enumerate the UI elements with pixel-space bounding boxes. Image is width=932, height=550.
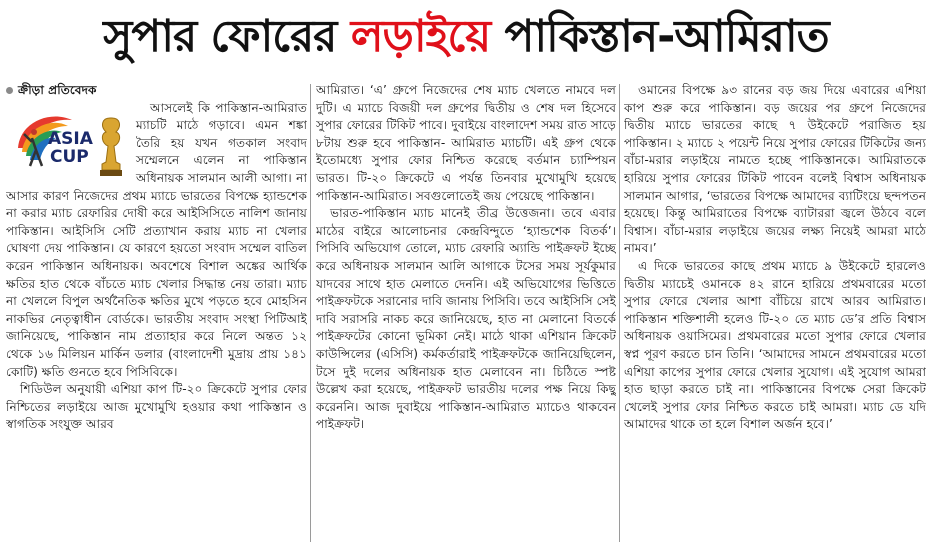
column-divider-2 (619, 84, 620, 542)
logo-text-cup: CUP (50, 146, 89, 167)
paragraph: আসলেই কি পাকিস্তান-আমিরাত ম্যাচটি মাঠে গড়াবে। এমন শঙ্কা তৈরি হয় যখন গতকাল সংবাদ সম্মেলনে এলেন না পাকিস্তান অধিনায়ক সালমান আলী আগা। না আসার কারণ নিজেদের প্রথম ম্যাচে ভারতের বিপক্ষে হ্যান্ডশেক না করার ম্যাচ রেফারির দোষী করে আইসিসিতে নালিশ জানায় পাকিস্তান। আইসিসি সেটি প্রত্যাখান করায় ম্যাচ না খেলার ঘোষণা দেয় পাকিস্তান। যে কারণে হয়তো সংবাদ সম্মেল বাতিল করেন পাকিস্তান অধিনায়ক। অবশেষে বিশাল অঙ্কের আর্থিক ক্ষতির হাত থেকে বাঁচতে ম্যাচ খেলার সিদ্ধান্ত নেয় তারা। ম্যাচ না খেললে বিপুল অর্থনৈতিক ক্ষতির মুখে পড়তে হবে মোহসিন নাকভির নেতৃত্বাধীন বোর্ডকে। ভারতীয় সংবাদ সংস্থা পিটিআই জানিয়েছে, পাকিস্তান নাম প্রত্যাহার করে নিলে অন্তত ১২ থেকে ১৬ মিলিয়ন মার্কিন ডলার (বাংলাদেশী মুদ্রায় প্রায় ১৪১ কোটি) ক্ষতি গুনতে হবে পিসিবিকে। (6, 100, 307, 379)
article-column-1 (6, 82, 307, 544)
asia-cup-logo (10, 104, 130, 184)
byline-text: ক্রীড়া প্রতিবেদক (18, 83, 97, 97)
paragraph: ওমানের বিপক্ষে ৯৩ রানের বড় জয় দিয়ে এবারের এশিয়া কাপ শুরু করে পাকিস্তান। বড় জয়ের পর গ্রুপে নিজেদের দ্বিতীয় ম্যাচে ভারতের কাছে ৭ উইকেটে পরাজিত হয় পাকিস্তান। ২ ম্যাচে ২ পয়েন্ট নিয়ে সুপার ফোরের টিকিটের জন্য বাঁচা-মরার লড়াইয়ে নামতে হচ্ছে পাকিস্তানকে। আমিরাতকে হারিয়ে সুপার ফোরের টিকিট পাবেন বলেই বিশ্বাস অধিনায়ক সালমান আগার, ‘ভারতের বিপক্ষে আমাদের ব্যাটিংয়ে ছন্দপতন হয়েছে। কিন্তু আমিরাতের বিপক্ষে ব্যাটাররা জ্বলে উঠবে বলে বিশ্বাস। বাঁচা-মরার লড়াইয়ে জয়ের লক্ষ্য নিয়েই আমরা মাঠে নামব।’ (624, 83, 926, 256)
byline (6, 82, 307, 100)
bullet-icon (6, 87, 13, 94)
column-divider-1 (310, 84, 311, 542)
paragraph: শিডিউল অনুযায়ী এশিয়া কাপ টি-২০ ক্রিকেটে সুপার ফোর নিশ্চিতের লড়াইয়ে আজ মুখোমুখি হওয়ার কথা পাকিস্তান ও স্বাগতিক সংযুক্ত আরব (6, 382, 307, 432)
paragraph: ভারত-পাকিস্তান ম্যাচ মানেই তীব্র উত্তেজনা। তবে এবার মাঠের বাইরে আলোচনার কেন্দ্রবিন্দুতে ‘হ্যান্ডশেক বিতর্ক’। পিসিবি অভিযোগ তোলে, ম্যাচ রেফারি অ্যান্ডি পাইক্রফট ইচ্ছে করে অধিনায়ক সালমান আলি আগাকে টসের সময় সূর্যকুমার যাদবের সাথে হাত মেলাতে দেননি। এই অভিযোগের ভিত্তিতে পাইক্রফটকে সরানোর দাবি জানায় পিসিবি। তবে আইসিসি সেই দাবি সরাসরি নাকচ করে জানিয়েছে, হাত না মেলানো বিতর্কে পাইক্রফটের কোনো ভূমিকা নেই। মাঠে থাকা এশিয়ান ক্রিকেট কাউন্সিলের (এসিসি) কর্মকর্তারাই পাইক্রফটকে জানিয়েছিলেন, টসে দুই দলের অধিনায়ক হাত মেলাবেন না। চিঠিতে স্পষ্ট উল্লেখ করা হয়েছে, পাইক্রফট ভারতীয় দলের পক্ষ নিয়ে কিছু করেননি। আজ দুবাইয়ে পাকিস্তান-আমিরাত ম্যাচেও থাকবেন পাইক্রফট। (316, 206, 616, 432)
headline-highlight: লড়াইয়ে (350, 11, 491, 62)
paragraph: এ দিকে ভারতের কাছে প্রথম ম্যাচে ৯ উইকেটে হারলেও দ্বিতীয় ম্যাচেই ওমানকে ৪২ রানে হারিয়ে প্রথমবারের মতো সুপার ফোরে খেলার আশা বাঁচিয়ে রাখে আরব আমিরাত। পাকিস্তান শক্তিশালী হলেও টি-২০ তে ম্যাচ ডে’র প্রতি বিশ্বাস অধিনায়ক ওয়াসিমের। প্রথমবারের মতো সুপার ফোরে খেলার স্বপ্ন পূরণ করতে চান তিনি। ‘আমাদের সামনে প্রথমবারের মতো এশিয়া কাপের সুপার ফোরে খেলার সুযোগ। এই সুযোগ আমরা হাত ছাড়া করতে চাই না। পাকিস্তানের বিপক্ষে সেরা ক্রিকেট খেলেই সুপার ফোর নিশ্চিত করতে চাই আমরা। ম্যাচ ডে যদি আমাদের থাকে তা হলে বিশাল অর্জন হবে।’ (624, 258, 926, 432)
headline (0, 4, 932, 70)
paragraph: আমিরাত। ‘এ’ গ্রুপে নিজেদের শেষ ম্যাচ খেলতে নামবে দল দুটি। এ ম্যাচে বিজয়ী দল গ্রুপের দ্বিতীয় ও শেষ দল হিসেবে সুপার ফোরের টিকিট পাবে। দুবাইয়ে বাংলাদেশ সময় রাত সাড়ে ৮টায় শুরু হবে পাকিস্তান- আমিরাত ম্যাচটি। এই গ্রুপ থেকে ইতোমধ্যে সুপার ফোর নিশ্চিত করেছে বর্তমান চ্যাম্পিয়ন ভারত। টি-২০ ক্রিকেটে এ পর্যন্ত তিনবার মুখোমুখি হয়েছে পাকিস্তান-আমিরাত। সবগুলোতেই জয় পেয়েছে পাকিস্তান। (316, 83, 616, 203)
logo-text-asia: ASIA (48, 128, 93, 149)
article-column-2 (316, 82, 616, 544)
article-column-3 (624, 82, 926, 544)
headline-part-3: পাকিস্তান-আমিরাত (490, 11, 829, 62)
headline-part-1: সুপার ফোরের (103, 11, 351, 62)
